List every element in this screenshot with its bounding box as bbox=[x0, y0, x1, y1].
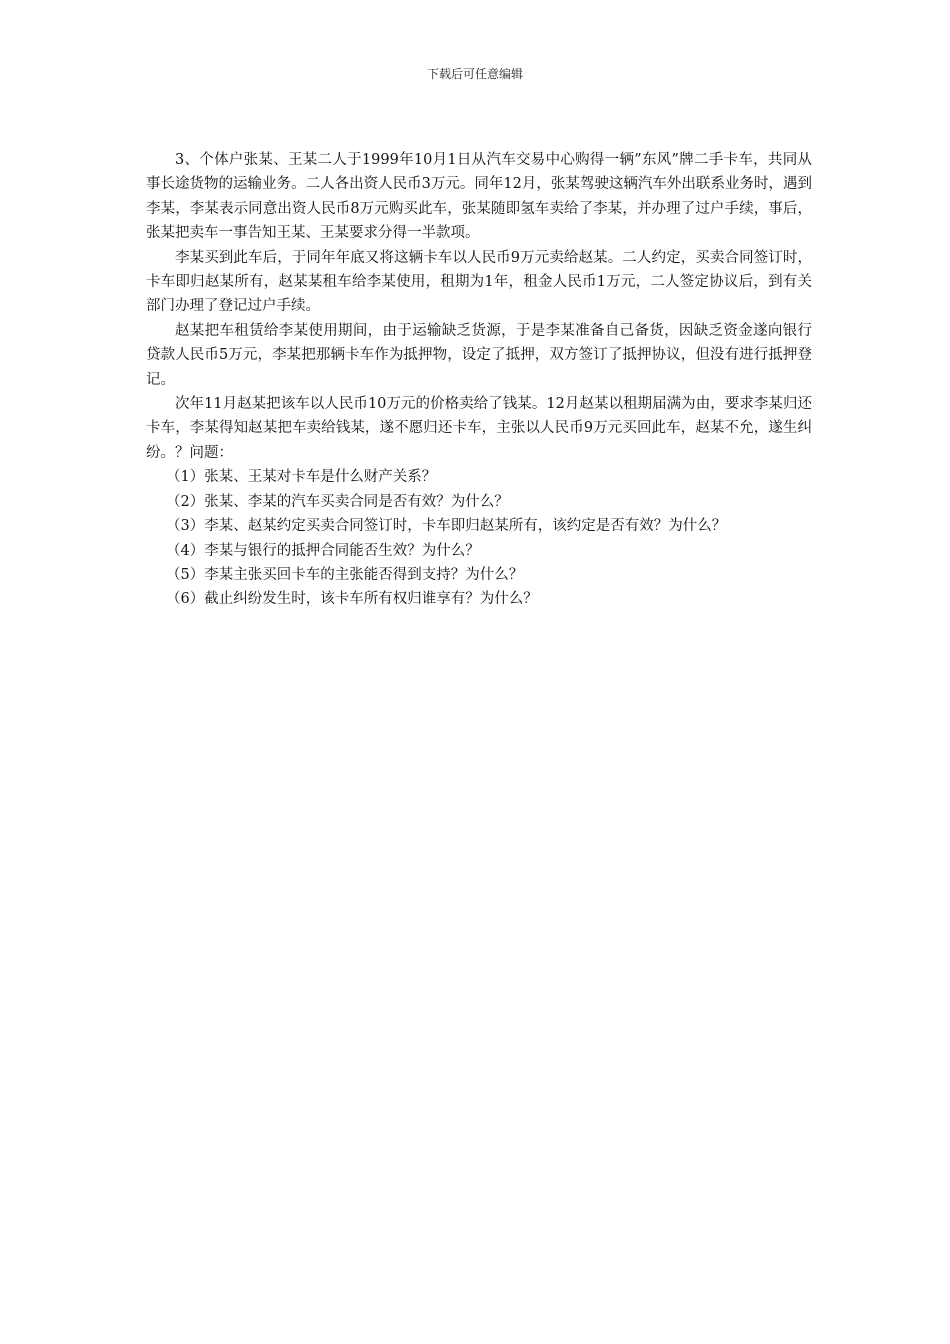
question-item: （3）李某、赵某约定买卖合同签订时，卡车即归赵某所有，该约定是否有效？为什么？ bbox=[166, 518, 727, 535]
question-item: （5）李某主张买回卡车的主张能否得到支持？为什么？ bbox=[166, 566, 524, 583]
document-body bbox=[146, 148, 812, 612]
question-item: （2）张某、李某的汽车买卖合同是否有效？为什么？ bbox=[166, 493, 509, 510]
question-item: （6）截止纠纷发生时，该卡车所有权归谁享有？为什么？ bbox=[166, 591, 538, 608]
page-header: 下载后可任意编辑 bbox=[426, 67, 523, 81]
question-list bbox=[146, 465, 812, 611]
paragraph-li-sale: 李某买到此车后，于同年年底又将这辆卡车以人民币9万元卖给赵某。二人约定，买卖合同签订时，卡车即归赵某所有，赵某某租车给李某使用，租期为1年，租金人民币1万元，二人签定协议后，到有关部门办理了登记过户手续。 bbox=[146, 249, 812, 315]
paragraph-mortgage: 赵某把车租赁给李某使用期间，由于运输缺乏货源，于是李某准备自己备货，因缺乏资金遂向银行贷款人民币5万元，李某把那辆卡车作为抵押物，设定了抵押，双方签订了抵押协议，但没有进行抵押登记。 bbox=[146, 322, 812, 388]
paragraph-dispute: 次年11月赵某把该车以人民币10万元的价格卖给了钱某。12月赵某以租期届满为由，要求李某归还卡车，李某得知赵某把车卖给钱某，遂不愿归还卡车，主张以人民币9万元买回此车，赵某不允，遂生纠纷。？问题： bbox=[146, 396, 812, 461]
question-item: （1）张某、王某对卡车是什么财产关系？ bbox=[166, 469, 437, 486]
question-item: （4）李某与银行的抵押合同能否生效？为什么？ bbox=[166, 542, 480, 559]
paragraph-case-intro: 3、个体户张某、王某二人于1999年10月1日从汽车交易中心购得一辆”东风”牌二手卡车，共同从事长途货物的运输业务。二人各出资人民币3万元。同年12月，张某驾驶这辆汽车外出联系业务时，遇到李某，李某表示同意出资人民币8万元购买此车，张某随即氢车卖给了李某，并办理了过户手续，事后，张某把卖车一事告知王某、王某要求分得一半款项。 bbox=[146, 152, 812, 242]
